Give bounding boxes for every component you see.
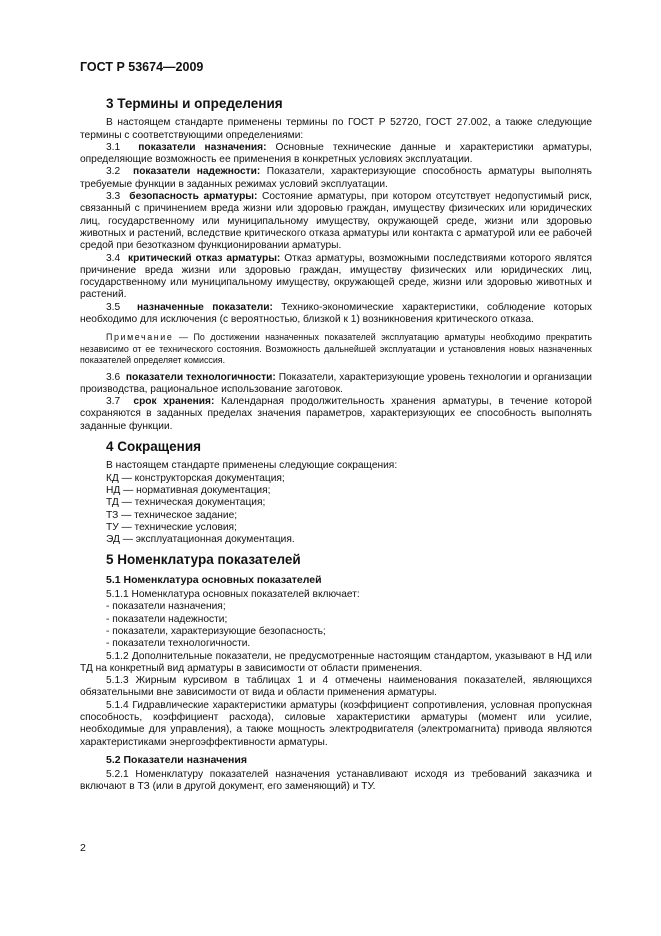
section-3-intro: В настоящем стандарте применены термины по ГОСТ Р 52720, ГОСТ 27.002, а также следующие термины с соответствующими определениями: xyxy=(80,117,592,141)
paragraph-5-1-4: 5.1.4 Гидравлические характеристики арматуры (коэффициент сопротивления, условная пропускная способность, коэффициент расхода), силовые характеристики арматуры (момент или усилие, необходимые для управления), а также мощность электродвигателя (электромагнита) привода являются характеристиками энергоэффективности арматуры. xyxy=(80,699,592,748)
subsection-5-1-heading: 5.1 Номенклатура основных показателей xyxy=(106,573,322,586)
note-text: — По достижении назначенных показателей эксплуатацию арматуры необходимо прекратить независимо от ее технического состояния. Возможность дальнейшей эксплуатации и установления новых назначенных показателей определяет комиссия. xyxy=(80,332,593,366)
term-name: срок хранения: xyxy=(133,396,215,408)
paragraph-5-1-3: 5.1.3 Жирным курсивом в таблицах 1 и 4 отмечены наименования показателей, являющихся обязательными вне зависимости от вида и области применения арматуры. xyxy=(80,675,592,699)
term-3-4 xyxy=(80,253,592,302)
term-number: 3.6 xyxy=(106,371,121,383)
term-definition: Основные технические данные и характеристики арматуры, определяющие возможность ее применения в конкретных условиях эксплуатации. xyxy=(80,141,592,166)
term-number: 3.5 xyxy=(106,301,121,313)
term-name: критический отказ арматуры: xyxy=(128,252,281,264)
term-definition: Состояние арматуры, при котором отсутствует недопустимый риск, связанный с причинением вреда жизни или здоровью граждан, имуществу физических или юридических лиц, государственному или муниципальному имуществу, окружающей среде, жизни или здоровью животных и растений, вследствие критического отказа арматуры или контакта с арматурой или ее рабочей средой при безотказном функционировании арматуры. xyxy=(80,191,592,252)
paragraph-5-2-1: 5.2.1 Номенклатуру показателей назначения устанавливают исходя из требований заказчика и включают в ТЗ (или в другой документ, его заменяющий) и ТУ. xyxy=(80,769,592,793)
list-item: НД — нормативная документация; xyxy=(106,484,271,496)
list-item: - показатели, характеризующие безопасность; xyxy=(106,625,326,637)
page-number: 2 xyxy=(80,842,86,854)
list-item: ТУ — технические условия; xyxy=(106,521,237,533)
term-definition: Технико-экономические характеристики, соблюдение которых необходимо для исключения (с вероятностью, близкой к 1) возникновения критического отказа. xyxy=(80,301,592,326)
note-label: Примечание xyxy=(106,332,174,343)
paragraph-5-1-2: 5.1.2 Дополнительные показатели, не предусмотренные настоящим стандартом, указывают в НД или ТД на конкретный вид арматуры в зависимости от области применения. xyxy=(80,650,592,674)
subsection-5-2-heading: 5.2 Показатели назначения xyxy=(106,753,247,766)
term-name: показатели назначения: xyxy=(138,141,267,153)
list-item: ЭД — эксплуатационная документация. xyxy=(106,534,295,546)
document-code-header: ГОСТ Р 53674—2009 xyxy=(80,60,204,74)
term-3-6 xyxy=(80,372,592,397)
list-item: - показатели технологичности. xyxy=(106,638,251,650)
term-number: 3.1 xyxy=(106,141,121,153)
list-item: ТД — техническая документация; xyxy=(106,497,266,509)
term-definition: Показатели, характеризующие уровень технологии и организации производства, рациональное использование заготовок. xyxy=(80,371,592,395)
list-item: - показатели надежности; xyxy=(106,613,228,625)
term-definition: Отказ арматуры, возможными последствиями которого являтся причинение вреда жизни или здоровью граждан, имуществу физических или юридических лиц, государственному или муниципальному имуществу, окружающей среде, жизни или здоровью животных и растений. xyxy=(80,252,592,301)
section-5-heading: 5 Номенклатура показателей xyxy=(106,552,301,568)
paragraph-5-1-1: 5.1.1 Номенклатура основных показателей включает: xyxy=(106,589,360,601)
section-4-heading: 4 Сокращения xyxy=(106,439,201,455)
term-note xyxy=(80,332,592,366)
term-number: 3.7 xyxy=(106,396,121,408)
term-3-5 xyxy=(80,302,592,327)
list-item: КД — конструкторская документация; xyxy=(106,472,285,484)
term-3-2 xyxy=(80,166,592,191)
term-3-3 xyxy=(80,191,592,252)
list-item: - показатели назначения; xyxy=(106,601,226,613)
term-definition: Показатели, характеризующие способность арматуры выполнять требуемые функции в заданных режимах условий эксплуатации. xyxy=(80,166,592,190)
term-number: 3.4 xyxy=(106,252,121,264)
term-number: 3.3 xyxy=(106,191,121,203)
term-name: безопасность арматуры: xyxy=(129,191,258,203)
term-name: показатели надежности: xyxy=(133,166,261,178)
section-3-heading: 3 Термины и определения xyxy=(106,96,283,111)
term-3-1 xyxy=(80,142,592,167)
section-4-intro: В настоящем стандарте применены следующие сокращения: xyxy=(106,460,398,472)
term-name: назначенные показатели: xyxy=(136,301,273,313)
term-name: показатели технологичности: xyxy=(125,371,276,383)
term-3-7 xyxy=(80,396,592,433)
term-number: 3.2 xyxy=(106,166,121,178)
term-definition: Календарная продолжительность хранения арматуры, в течение которой сохраняются в заданных пределах значения параметров, характеризующих ее способность выполнять заданные функции. xyxy=(80,396,592,432)
list-item: ТЗ — техническое задание; xyxy=(106,509,238,521)
page-content xyxy=(80,90,592,794)
